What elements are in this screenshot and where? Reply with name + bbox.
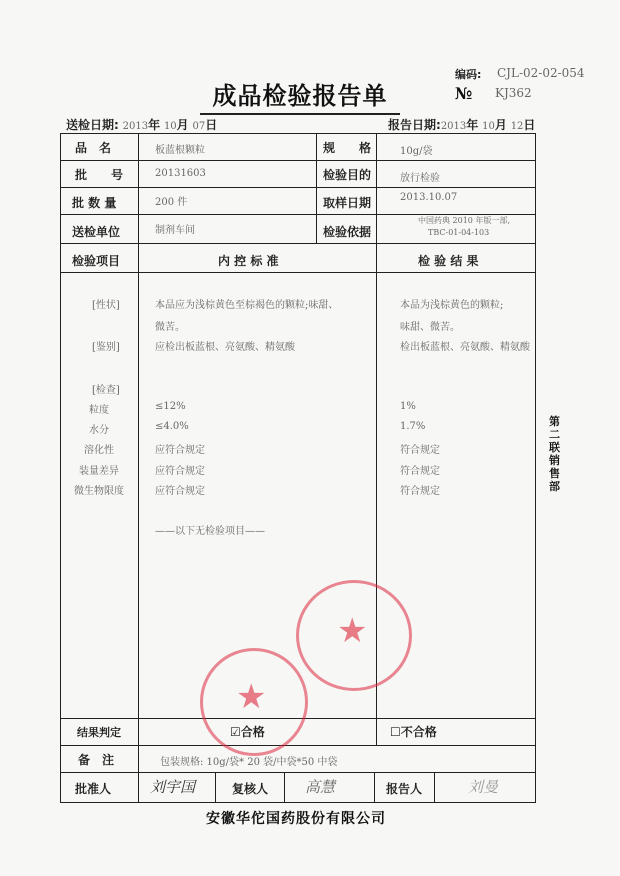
result-label: 结果判定 xyxy=(77,726,121,739)
row-item: [鉴别] xyxy=(92,342,120,353)
code: CJL-02-02-054 xyxy=(497,66,585,80)
row-item: [检查] xyxy=(92,385,120,396)
reviewer-label: 复核人 xyxy=(232,782,269,796)
end-note: ——以下无检验项目—— xyxy=(155,526,265,537)
fail-option[interactable]: ☐不合格 xyxy=(390,725,437,739)
report-number: KJ362 xyxy=(495,86,532,100)
row-standard: 应符合规定 xyxy=(155,466,205,477)
row-item: [性状] xyxy=(92,300,120,311)
column-header-standard: 内 控 标 准 xyxy=(218,254,279,268)
code-label: 编码: xyxy=(455,68,482,81)
row-standard: 应检出板蓝根、亮氨酸、精氨酸 xyxy=(155,342,295,353)
inspection-report-page: 编码: CJL-02-02-054 成品检验报告单 № KJ362 送检日期: 2013年 10月 07日 报告日期:2013年 10月 12日 品 名 板蓝根颗粒 规 格 10g/袋 批 号 20131603 检验目的 放行检验 批 数 量 200 件 取样日期 2013.10.07 送检单位 制剂车间 检验依据 中国药典 2010 年版一部, TBC-01-04-103 检验项目 内 控 标 准 检 验 结 果 [性状] 本品应为浅棕黄色至棕褐色的颗粒;味甜、 本品为浅棕黄色的颗粒; 微苦。 味甜、微苦。 [鉴别] 应检出板蓝根、亮氨酸、精氨酸 检出板蓝根、亮氨酸、精氨酸 [检查] 粒度 ≤12% 1% 水分 ≤4.0% 1.7% 溶化性 应符合规定 符合规定 装量差异 应符合规定 符合规定 微生物限度 应符合规定 符合规定 ——以下无检验项目—— 第二联 销售部 ★ ★ 结果判定 ☑合格 ☐不合格 备 注 包装规格: 10g/袋* 20 袋/中袋*50 中袋 批准人 刘宇国 复核人 高慧 报告人 刘曼 安徽华佗国药股份有限公司 xyxy=(0,0,620,876)
row-standard: ≤4.0% xyxy=(155,421,189,432)
row-item: 水分 xyxy=(89,425,109,436)
checked-box-icon: ☑ xyxy=(230,725,241,739)
page-title: 成品检验报告单 xyxy=(200,76,400,115)
row-standard: 微苦。 xyxy=(155,322,185,333)
company-name: 安徽华佗国药股份有限公司 xyxy=(206,811,386,827)
row-standard: 应符合规定 xyxy=(155,445,205,456)
row-result: 本品为浅棕黄色的颗粒; xyxy=(400,300,504,311)
approver-signature: 刘宇国 xyxy=(150,778,196,796)
reviewer-signature: 高慧 xyxy=(305,778,336,796)
pass-option[interactable]: ☑合格 xyxy=(230,725,265,739)
row-result: 符合规定 xyxy=(400,445,440,456)
company-stamp: ★ xyxy=(200,648,308,756)
row-result: 检出板蓝根、亮氨酸、精氨酸 xyxy=(400,342,530,353)
unchecked-box-icon: ☐ xyxy=(390,725,401,739)
row-standard: ≤12% xyxy=(155,401,186,412)
row-result: 1% xyxy=(400,401,416,412)
approver-label: 批准人 xyxy=(75,782,112,796)
row-item: 微生物限度 xyxy=(74,486,124,497)
row-item: 粒度 xyxy=(89,405,109,416)
row-standard: 应符合规定 xyxy=(155,486,205,497)
column-header-result: 检 验 结 果 xyxy=(418,254,479,268)
quality-stamp: ★ xyxy=(296,580,412,691)
report-date: 报告日期:2013年 10月 12日 xyxy=(388,118,536,132)
row-result: 1.7% xyxy=(400,421,426,432)
row-result: 符合规定 xyxy=(400,486,440,497)
submit-date: 送检日期: 2013年 10月 07日 xyxy=(66,118,218,132)
remark-label: 备 注 xyxy=(78,753,115,767)
row-item: 溶化性 xyxy=(84,445,114,456)
no-label: № xyxy=(455,84,473,103)
column-header-item: 检验项目 xyxy=(72,254,121,268)
side-note: 第二联 销售部 xyxy=(549,415,560,493)
row-result: 符合规定 xyxy=(400,466,440,477)
row-standard: 本品应为浅棕黄色至棕褐色的颗粒;味甜、 xyxy=(155,300,339,311)
reporter-signature: 刘曼 xyxy=(468,778,499,796)
row-item: 装量差异 xyxy=(79,466,119,477)
row-result: 味甜、微苦。 xyxy=(400,322,460,333)
remark-value: 包装规格: 10g/袋* 20 袋/中袋*50 中袋 xyxy=(160,757,338,768)
reporter-label: 报告人 xyxy=(386,782,423,796)
